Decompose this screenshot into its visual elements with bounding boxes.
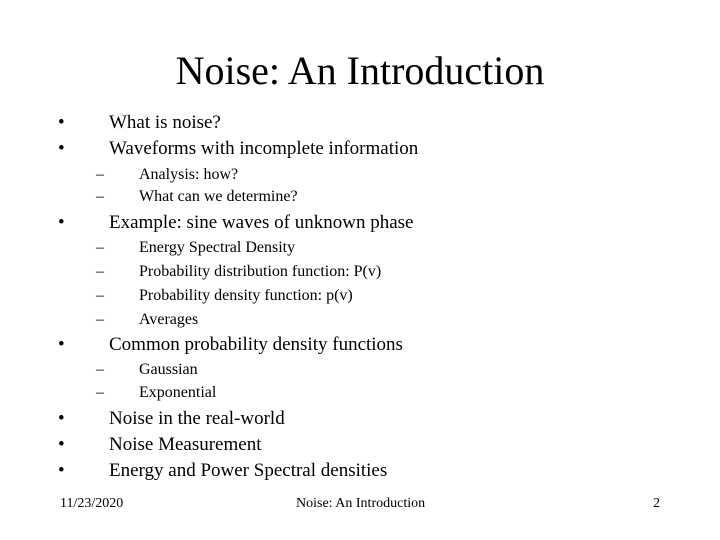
sub-bullet-text: Energy Spectral Density	[139, 239, 296, 256]
bullet-marker: •	[58, 112, 65, 133]
sub-bullet-text: Gaussian	[139, 361, 198, 378]
slide-title: Noise: An Introduction	[175, 48, 545, 93]
dash-marker: –	[96, 361, 104, 378]
bullet-text: Noise in the real-world	[109, 408, 285, 429]
bullet-text: Common probability density functions	[109, 334, 403, 355]
dash-marker: –	[96, 263, 104, 280]
dash-marker: –	[96, 188, 104, 205]
sub-bullet-text: What can we determine?	[139, 188, 298, 205]
sub-bullet-text: Analysis: how?	[139, 166, 239, 183]
dash-marker: –	[96, 287, 104, 304]
dash-marker: –	[96, 311, 104, 328]
footer-date: 11/23/2020	[60, 496, 124, 511]
sub-bullet-text: Probability density function: p(v)	[139, 287, 353, 304]
bullet-marker: •	[58, 408, 65, 429]
sub-bullet-text: Averages	[139, 311, 199, 328]
sub-bullet-text: Probability distribution function: P(v)	[139, 263, 382, 280]
dash-marker: –	[96, 239, 104, 256]
dash-marker: –	[96, 166, 104, 183]
bullet-marker: •	[58, 334, 65, 355]
dash-marker: –	[96, 384, 104, 401]
bullet-marker: •	[58, 460, 65, 481]
bullet-text: What is noise?	[109, 112, 221, 133]
bullet-marker: •	[58, 434, 65, 455]
bullet-text: Waveforms with incomplete information	[109, 138, 419, 159]
bullet-text: Noise Measurement	[109, 434, 262, 455]
bullet-marker: •	[58, 212, 65, 233]
sub-bullet-text: Exponential	[139, 384, 217, 401]
page-number: 2	[653, 496, 660, 511]
footer-title: Noise: An Introduction	[296, 496, 426, 511]
bullet-text: Energy and Power Spectral densities	[109, 460, 388, 481]
bullet-marker: •	[58, 138, 65, 159]
bullet-text: Example: sine waves of unknown phase	[109, 212, 414, 233]
